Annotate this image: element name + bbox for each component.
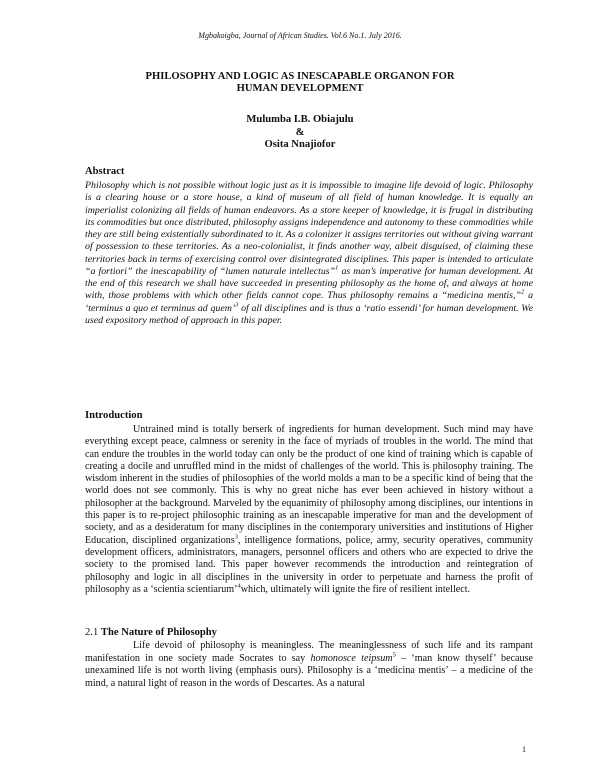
title-line-1: PHILOSOPHY AND LOGIC AS INESCAPABLE ORGANON FOR bbox=[145, 71, 455, 82]
nature-part-b: – ‘man know thyself’ because unexamined life is not worth living (emphasis ours). Philosophy is a ‘medicina mentis’ – a medicine of the mind, a natural light of reason in the words of Descartes. As a natural bbox=[85, 652, 533, 689]
intro-part-c: which, ultimately will ignite the fire of resilient intellect. bbox=[240, 583, 471, 595]
footnote-ref-2: 2 bbox=[520, 288, 525, 296]
section-heading bbox=[85, 627, 533, 638]
intro-part-a: Untrained mind is totally berserk of ingredients for human development. Such mind may have everything except peace, calmness or serenity in the face of myriads of troubles in the world. The mind that can endure the troubles in the world today can only be the product of one kind of training which is capable of creating a docile and unruffled mind in the midst of challenges of the world. This is philosophy training. The wisdom inherent in the studies of philosophies of the world molds a man to be a specific kind of being that the world does not see commonly. This is why no great niche has ever been achieved in history without a philosopher at the background. Marveled by the equanimity of philosophy among disciplines, our intentions in this paper is to re-project philosophic training as an inescapable imperative for man and the development of society, and as a desideratum for many disciplines in the contemporary universities and institutions of Higher Education, disciplined organizations bbox=[85, 424, 533, 546]
abstract-part-a: Philosophy which is not possible without logic just as it is impossible to imagine life devoid of logic. Philosophy is a clearing house or a store house, a kind of museum of all field of human knowledge. It is equally an imperialist colonizing all fields of human endeavors. As a store keeper of knowledge, it is frugal in distributing its commodities but once distributed, philosophy assigns independence and autonomy to these commodities while they are still being existentially subordinated to it. As a colonizer it assigns territories out without giving warrant of possession to these territories. As a neo-colonialist, it finds another way, albeit disguised, of claiming these territories back in terms of exercising control over disintegrated disciplines. This paper is intended to articulate “a fortiori” the inescapability of “lumen naturale intellectus” bbox=[85, 180, 533, 277]
section-title: The Nature of Philosophy bbox=[100, 627, 217, 638]
abstract-part-b: as man’s imperative for human development. At the end of this research we shall have succeeded in presenting philosophy as the home of, and always at home with, those problems with which other fields cannot cope. Thus philosophy remains a “medicina mentis,” bbox=[85, 265, 534, 302]
paper-title bbox=[60, 71, 540, 95]
abstract-part-c: a ‘terminus a quo et terminus ad quem’ bbox=[85, 290, 533, 314]
footnote-ref-1: 1 bbox=[335, 264, 339, 272]
author-block bbox=[0, 114, 600, 152]
footnote-ref-3b: 3 bbox=[234, 533, 239, 541]
introduction-paragraph bbox=[85, 424, 533, 596]
section-number: 2.1 bbox=[85, 627, 101, 638]
page-number: 1 bbox=[522, 745, 526, 754]
abstract-part-d: of all disciplines and is thus a ‘ratio essendi’ for human development. We used expository method of approach in this paper. bbox=[85, 302, 534, 326]
abstract-heading: Abstract bbox=[85, 166, 125, 177]
introduction-heading: Introduction bbox=[85, 410, 143, 421]
nature-part-a: Life devoid of philosophy is meaningless. The meaninglessness of such life and its rampant manifestation in one society made Socrates to say bbox=[85, 640, 533, 664]
author-1: Mulumba I.B. Obiajulu bbox=[246, 114, 354, 125]
footnote-ref-4: 4 bbox=[237, 582, 241, 590]
intro-part-b: , intelligence formations, police, army, security operatives, community development officers, administrators, managers, personnel officers and others who are expected to drive the society to the promised land. This paper however recommends the introduction and reintegration of philosophy and logic in all disciplines in the university in order to perpetuate and harness the profit of philosophy as a ‘scientia scientiarum’ bbox=[85, 534, 533, 595]
nature-text bbox=[85, 640, 533, 690]
introduction-text bbox=[85, 424, 533, 596]
footnote-ref-3: 3 bbox=[235, 301, 239, 309]
author-2: Osita Nnajiofor bbox=[264, 139, 336, 151]
running-head: Mgbakoigba, Journal of African Studies. Vol.6 No.1. July 2016. bbox=[198, 31, 402, 40]
footnote-ref-5: 5 bbox=[392, 651, 396, 659]
nature-paragraph bbox=[85, 640, 533, 690]
author-ampersand: & bbox=[295, 126, 305, 138]
abstract-text bbox=[85, 180, 533, 327]
nature-latin-phrase: homonosce teipsum bbox=[310, 652, 393, 664]
title-line-2: HUMAN DEVELOPMENT bbox=[236, 83, 364, 94]
